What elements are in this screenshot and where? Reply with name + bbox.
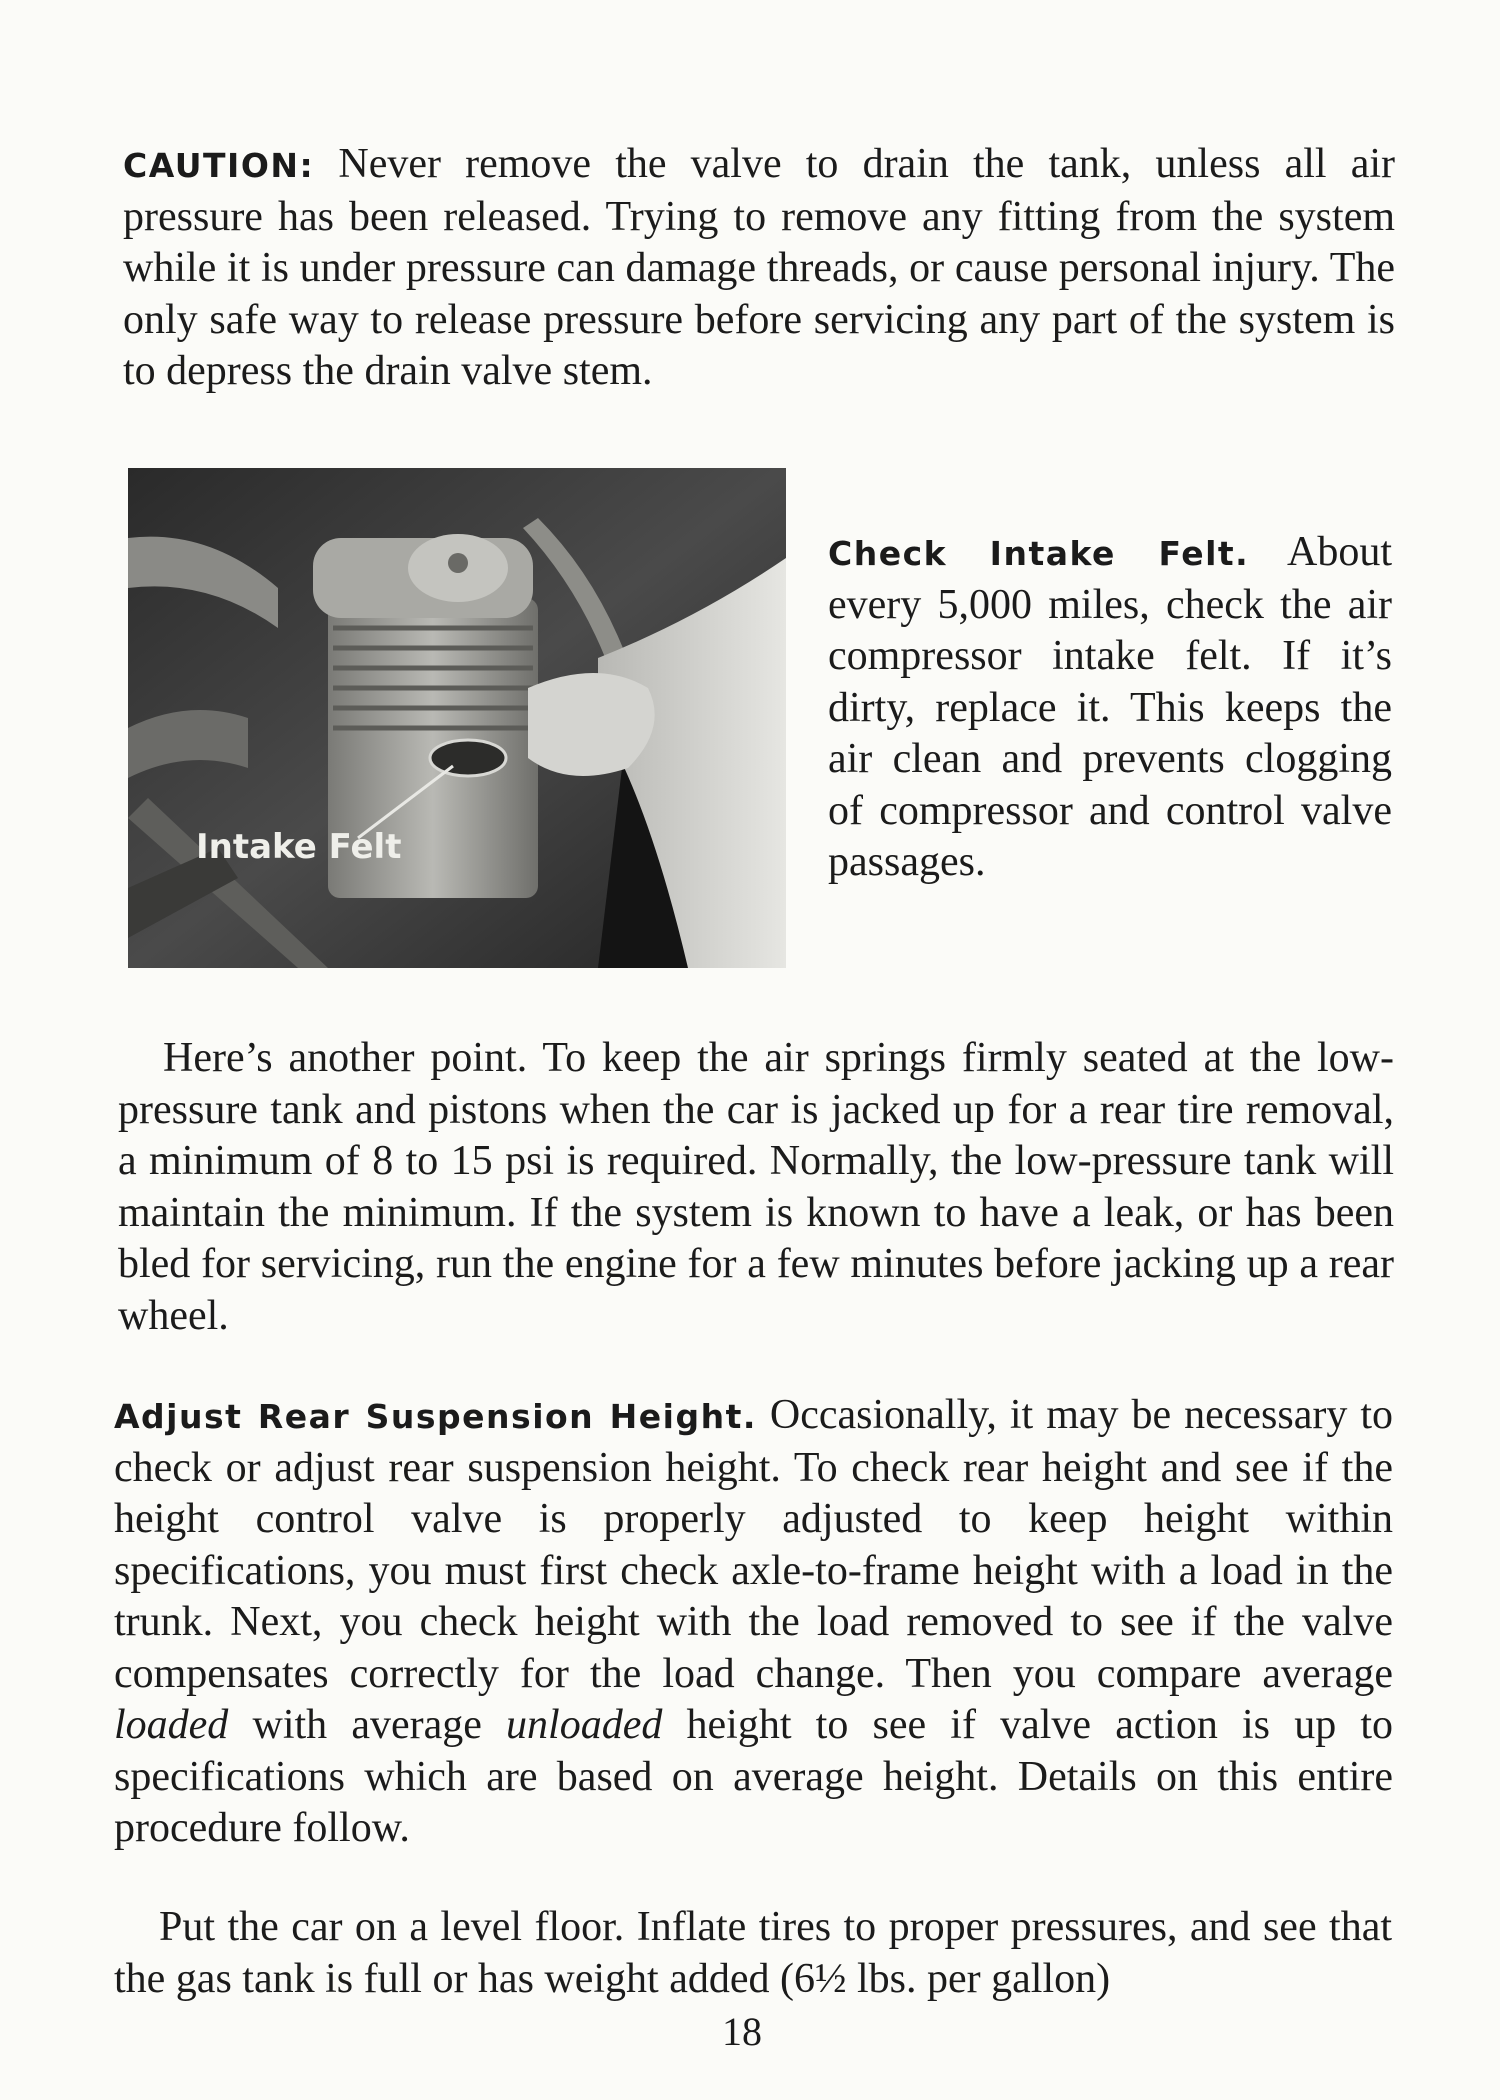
adjust-height-paragraph — [114, 1390, 1393, 1855]
intake-felt-photo — [128, 468, 786, 968]
adjust-height-text-2: with average — [252, 1702, 482, 1748]
intake-felt-paragraph — [828, 527, 1392, 889]
adjust-height-text-3: height to see if valve action is up to specifications which are based on average height. Details on this entire procedure follow. — [114, 1702, 1394, 1851]
adjust-height-emphasis-unloaded: unloaded — [506, 1702, 663, 1748]
adjust-height-lead: Adjust Rear Suspension Height. — [114, 1397, 757, 1436]
level-floor-paragraph: Put the car on a level floor. Inflate tires to proper pressures, and see that the gas tank is full or has weight added (6½ lbs. per gallon) — [114, 1904, 1392, 2002]
adjust-height-emphasis-loaded: loaded — [114, 1702, 229, 1748]
page-number: 18 — [722, 2009, 762, 2054]
adjust-height-text-1: Occasionally, it may be necessary to check or adjust rear suspension height. To check rear height and see if the height control valve is properly adjusted to keep height within specifications, you must first check axle-to-frame height with a load in the trunk. Next, you check height with the load removed to see if the valve compensates correctly for the load change. Then you compare average — [114, 1392, 1393, 1697]
intake-felt-text: About every 5,000 miles, check the air compressor intake felt. If it’s dirty, replace it. This keeps the air clean and prevents clogging of compressor and control valve passages. — [828, 529, 1393, 885]
caution-paragraph — [123, 139, 1395, 398]
caution-lead: CAUTION: — [123, 146, 315, 185]
intake-felt-lead: Check Intake Felt. — [828, 534, 1250, 573]
another-point-paragraph: Here’s another point. To keep the air springs firmly seated at the low-pressure tank and pistons when the car is jacked up for a rear tire removal, a minimum of 8 to 15 psi is required. Normally, the low-pressure tank will maintain the minimum. If the system is known to have a leak, or has been bled for servicing, run the engine for a few minutes before jacking up a rear wheel. — [118, 1035, 1394, 1339]
intake-felt-photo-label: Intake Felt — [196, 827, 402, 867]
caution-text: Never remove the valve to drain the tank, unless all air pressure has been released. Trying to remove any fitting from the system while it is under pressure can damage threads, or cause personal injury. The only safe way to release pressure before servicing any part of the system is to depress the drain valve stem. — [123, 141, 1396, 394]
